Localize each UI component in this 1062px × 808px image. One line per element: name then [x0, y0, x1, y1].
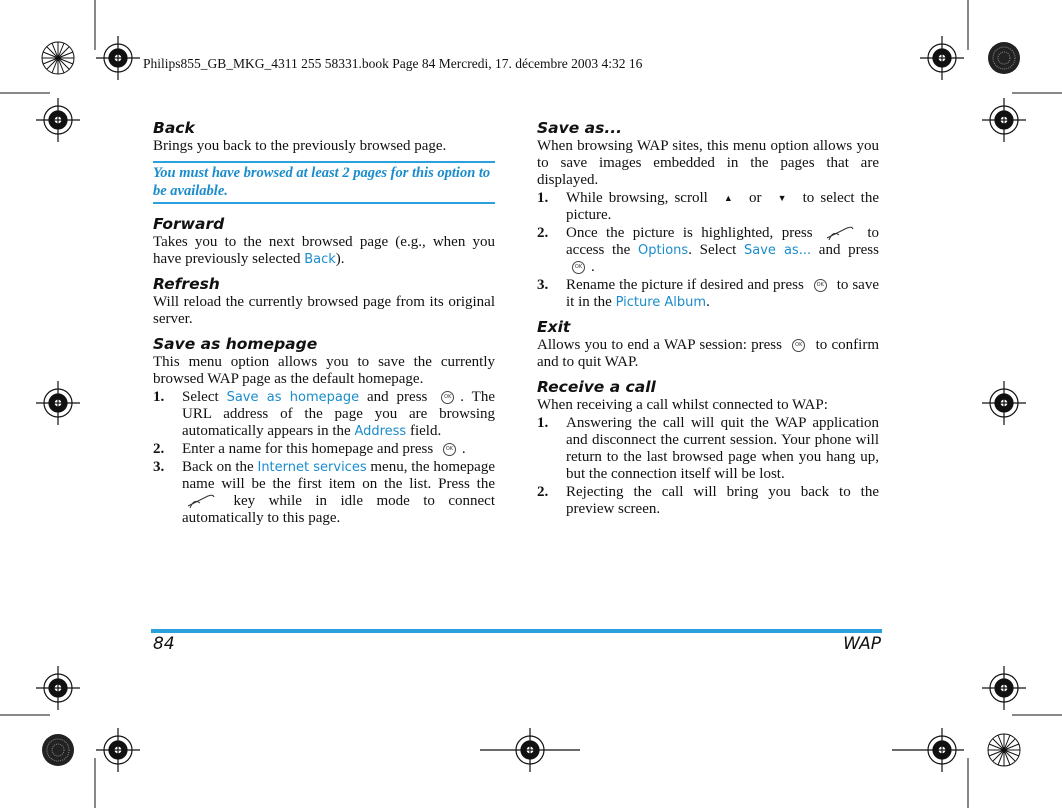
menu-link: Options [638, 243, 689, 259]
section-forward [153, 214, 495, 268]
list-item: 3. Back on the Internet services menu, the homepage name will be the first item on the list. Press the key while in idle mode to connect automatically to this page. [153, 459, 495, 526]
call-key-icon [825, 226, 855, 242]
menu-link: Save as homepage [226, 390, 360, 405]
list-item: 1. Select Save as homepage and press OK . The URL address of the page you are browsing automatically appears in the Address field. [153, 389, 495, 439]
section-save-homepage [153, 334, 495, 527]
section-text: When receiving a call whilst connected to WAP: [537, 397, 828, 414]
ok-key-icon: OK [572, 261, 585, 274]
section-text: Brings you back to the previously browsed page. [153, 138, 447, 154]
section-title: Refresh [153, 275, 220, 293]
section-title: Exit [537, 318, 571, 337]
list-item: 2. Once the picture is highlighted, press to access the Options. Select Save as... and press OK . [537, 225, 880, 276]
note-box: You must have browsed at least 2 pages for this option to be available. [153, 161, 495, 204]
menu-link: Address [354, 424, 407, 439]
ok-key-icon: OK [443, 443, 456, 456]
section-text: Takes you to the next browsed page (e.g., when you have previously selected Back). [153, 234, 495, 267]
section-text: When browsing WAP sites, this menu option allows you to save images embedded in the pages that are displayed. [537, 138, 879, 188]
down-arrow-icon: ▼ [777, 193, 787, 204]
section-refresh [153, 274, 495, 328]
list-item: 1. While browsing, scroll ▲ or ▼ to select the picture. [537, 190, 879, 224]
ok-key-icon: OK [441, 391, 454, 404]
section-text: Allows you to end a WAP session: press OK to confirm and to quit WAP. [537, 337, 880, 371]
section-receive-call [537, 377, 879, 518]
section-text: Will reload the currently browsed page from its original server. [153, 294, 495, 327]
call-key-icon [186, 494, 216, 510]
ok-key-icon: OK [814, 279, 827, 292]
steps-list [537, 190, 879, 311]
list-item: 2. Enter a name for this homepage and press OK . [153, 441, 466, 457]
footer-rule [151, 629, 882, 633]
section-title: Receive a call [537, 378, 656, 397]
section-text: This menu option allows you to save the currently browsed WAP page as the default homepage. [153, 354, 495, 387]
section-title: Save as... [537, 119, 622, 137]
list-item: 3. Rename the picture if desired and press OK to save it in the Picture Album. [537, 277, 879, 311]
left-column [153, 118, 495, 533]
section-title: Save as homepage [153, 335, 318, 353]
menu-link: Back [304, 252, 336, 267]
section-exit [537, 317, 879, 371]
right-column [537, 118, 879, 524]
section-title: Forward [153, 215, 225, 233]
list-item: 1. Answering the call will quit the WAP application and disconnect the current session. Your phone will return to the last browsed page when you hang up, but the connection itself will be lost. [537, 415, 879, 483]
menu-link: Save as... [743, 243, 812, 259]
file-info-header: Philips855_GB_MKG_4311 255 58331.book Page 84 Mercredi, 17. décembre 2003 4:32 16 [143, 56, 643, 71]
steps-list [537, 415, 879, 518]
section-back [153, 118, 495, 155]
chapter-name: WAP [843, 634, 881, 654]
page-number: 84 [153, 634, 175, 654]
section-title: Back [153, 119, 195, 137]
section-save-as [537, 118, 879, 311]
list-item: 2. Rejecting the call will bring you back to the preview screen. [537, 484, 879, 518]
ok-key-icon: OK [792, 339, 805, 352]
menu-link: Picture Album [615, 295, 707, 311]
menu-link: Internet services [257, 460, 367, 475]
steps-list [153, 389, 495, 527]
up-arrow-icon: ▲ [723, 193, 733, 204]
